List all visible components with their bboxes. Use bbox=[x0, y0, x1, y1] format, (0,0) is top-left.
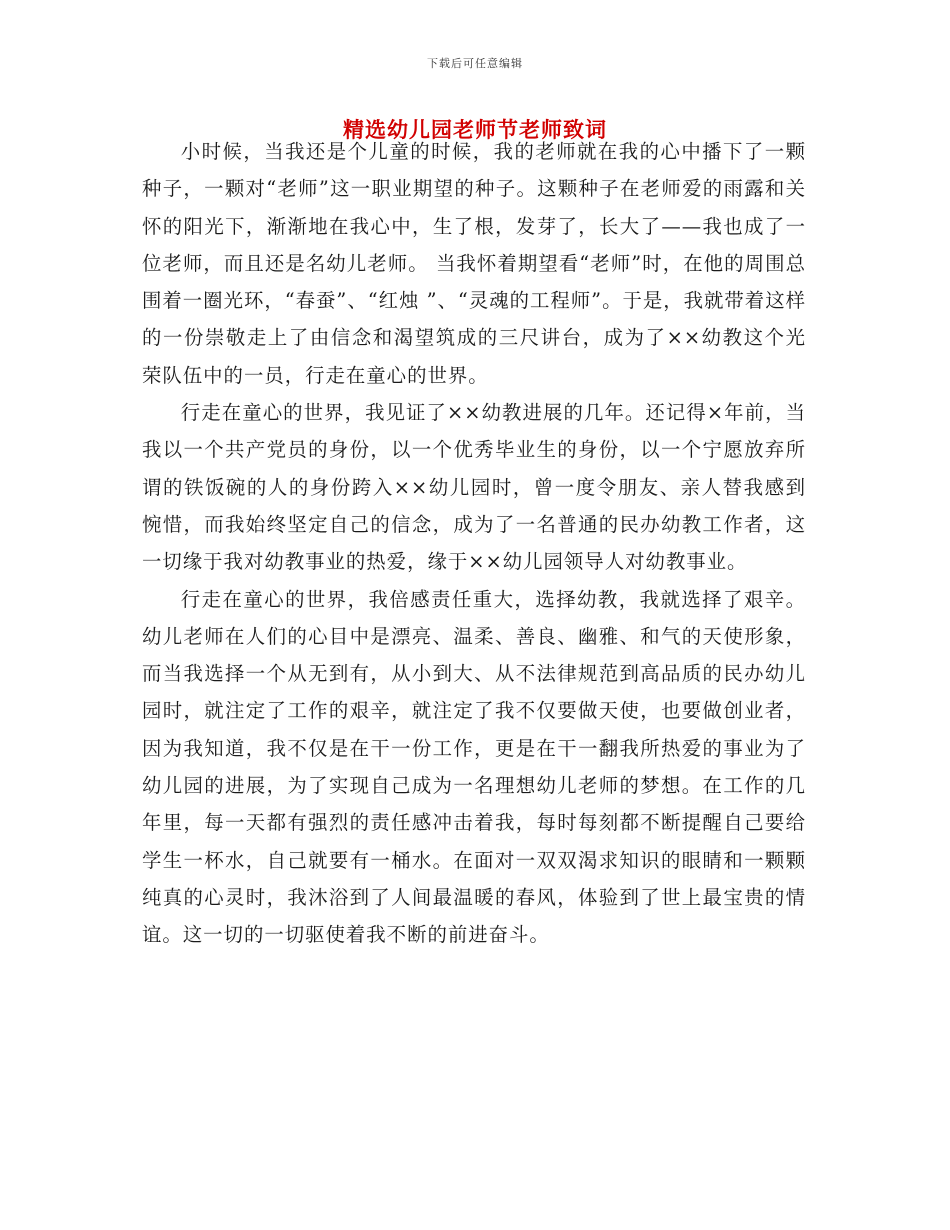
document-title: 精选幼儿园老师节老师致词 bbox=[343, 117, 607, 142]
paragraph: 行走在童心的世界，我倍感责任重大，选择幼教，我就选择了艰辛。幼儿老师在人们的心目中是漂亮、温柔、善良、幽雅、和气的天使形象，而当我选择一个从无到有，从小到大、从不法律规范到高品质的民办幼儿园时，就注定了工作的艰辛，就注定了我不仅要做天使，也要做创业者，因为我知道，我不仅是在干一份工作，更是在干一翻我所热爱的事业为了幼儿园的进展，为了实现自己成为一名理想幼儿老师的梦想。在工作的几年里，每一天都有强烈的责任感冲击着我，每时每刻都不断提醒自己要给学生一杯水，自己就要有一桶水。在面对一双双渴求知识的眼睛和一颗颗纯真的心灵时，我沐浴到了人间最温暖的春风，体验到了世上最宝贵的情谊。这一切的一切驱使着我不断的前进奋斗。 bbox=[142, 587, 806, 947]
header-note: 下载后可任意编辑 bbox=[427, 57, 523, 70]
paragraph: 行走在童心的世界，我见证了××幼教进展的几年。还记得×年前，当我以一个共产党员的身份，以一个优秀毕业生的身份，以一个宁愿放弃所谓的铁饭碗的人的身份跨入××幼儿园时，曾一度令朋友、亲人替我感到惋惜，而我始终坚定自己的信念，成为了一名普通的民办幼教工作者，这一切缘于我对幼教事业的热爱，缘于××幼儿园领导人对幼教事业。 bbox=[142, 401, 806, 574]
document-body bbox=[142, 133, 806, 954]
paragraph: 小时候，当我还是个儿童的时候，我的老师就在我的心中播下了一颗种子，一颗对“老师”这一职业期望的种子。这颗种子在老师爱的雨露和关怀的阳光下，渐渐地在我心中，生了根，发芽了，长大了——我也成了一位老师，而且还是名幼儿老师。 当我怀着期望看“老师”时，在他的周围总围着一圈光环，“春蚕”、“红烛 ”、“灵魂的工程师”。于是，我就带着这样的一份崇敬走上了由信念和渴望筑成的三尺讲台，成为了××幼教这个光荣队伍中的一员，行走在童心的世界。 bbox=[142, 140, 806, 387]
